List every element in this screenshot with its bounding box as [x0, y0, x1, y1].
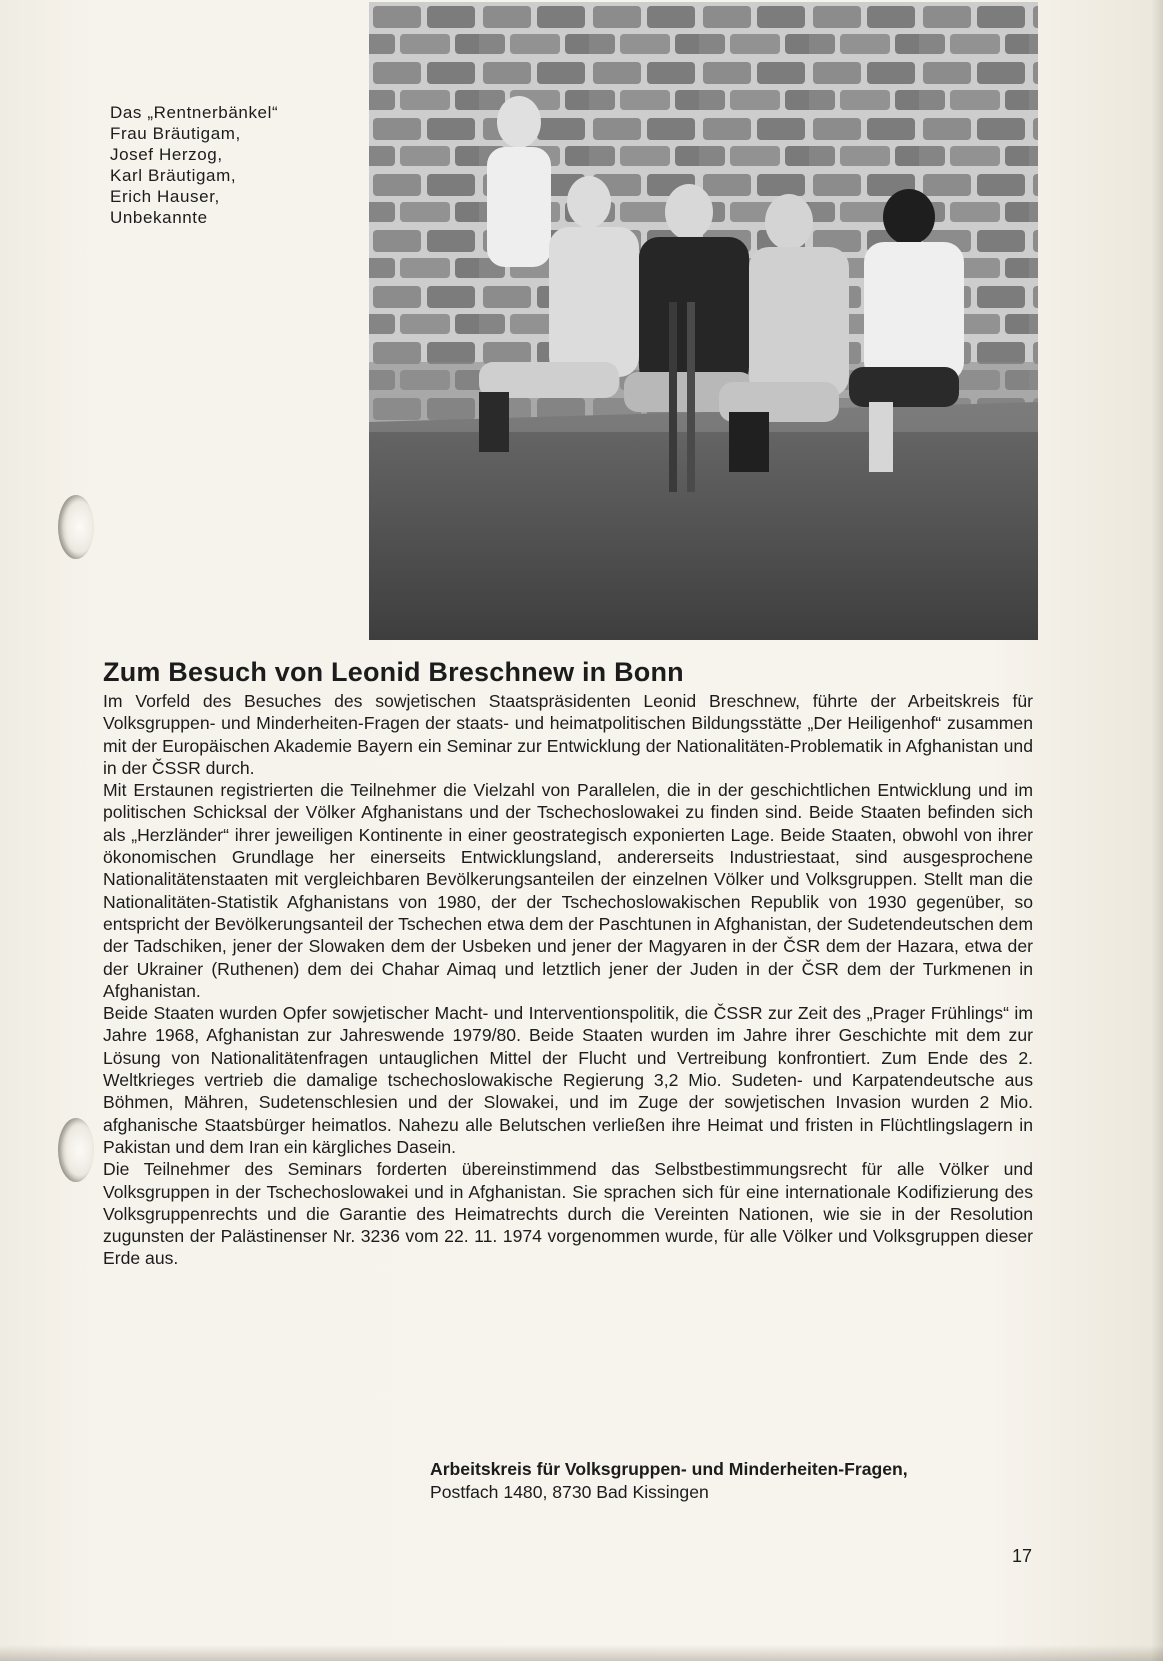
signature-organization: Arbeitskreis für Volksgruppen- und Minderheiten-Fragen,: [430, 1459, 908, 1479]
article-headline: Zum Besuch von Leonid Breschnew in Bonn: [103, 657, 684, 687]
page-edge-shadow: [1151, 0, 1163, 1661]
signature-address: Postfach 1480, 8730 Bad Kissingen: [430, 1482, 709, 1502]
photo-caption: [110, 102, 360, 228]
article-paragraph: Beide Staaten wurden Opfer sowjetischer Macht- und Interventionspolitik, die ČSSR zur Zeit des „Prager Frühlings“ im Jahre 1968, Afghanistan zur Jahreswende 1979/80. Beide Staaten wurden im Jahre ihrer Geschichte mit dem zur Lösung von Nationalitätenfragen untauglichen Mittel der Flucht und Vertreibung konfrontiert. Zum Ende des 2. Weltkrieges vertrieb die damalige tschechoslowakische Regierung 3,2 Mio. Sudeten- und Karpatendeutsche aus Böhmen, Mähren, Sudetenschlesien und der Slowakei, und im Zuge der sowjetischen Invasion wurden 2 Mio. afghanische Staatsbürger heimatlos. Nahezu alle Belutschen verließen ihre Heimat und fristen in Flüchtlingslagern in Pakistan und dem Iran ein kärgliches Dasein.: [103, 1003, 1033, 1157]
group-photo-stone-wall-icon: [369, 2, 1038, 640]
caption-line: Das „Rentnerbänkel“: [110, 103, 279, 122]
group-photo: [369, 2, 1038, 640]
article-paragraph: Im Vorfeld des Besuches des sowjetischen Staatspräsidenten Leonid Breschnew, führte der Arbeitskreis für Volksgruppen- und Minderheiten-Fragen der staats- und heimatpolitischen Bildungsstätte „Der Heiligenhof“ zusammen mit der Europäischen Akademie Bayern ein Seminar zur Entwicklung der Nationalitäten-Problematik in Afghanistan und in der ČSSR durch.: [103, 691, 1033, 778]
article-paragraph: Die Teilnehmer des Seminars forderten übereinstimmend das Selbstbestimmungsrecht für alle Völker und Volksgruppen in der Tschechoslowakei und in Afghanistan. Sie sprachen sich für eine internationale Kodifizierung des Volksgruppenrechts und die Garantie des Heimatrechts durch die Vereinten Nationen, wie sie in der Resolution zugunsten der Palästinenser Nr. 3236 vom 22. 11. 1974 vorgenommen wurde, für alle Völker und Volksgruppen dieser Erde aus.: [103, 1159, 1033, 1269]
article-signature: [430, 1458, 1050, 1504]
article-paragraph: Mit Erstaunen registrierten die Teilnehmer die Vielzahl von Parallelen, die in der geschichtlichen Entwicklung und im politischen Schicksal der Völker Afghanistans und der Tschechoslowakei zu finden sind. Beide Staaten befinden sich als „Herzländer“ ihrer jeweiligen Kontinente in einer geostrategisch exponierten Lage. Beide Staaten, obwohl von ihrer ökonomischen Grundlage her einerseits Entwicklungsland, andererseits Industriestaat, sind ausgesprochene Nationalitätenstaaten mit vergleichbaren Bevölkerungsanteilen der einzelnen Völker und Volksgruppen. Stellt man die Nationalitäten-Statistik Afghanistans von 1980, der der Tschechoslowakischen Republik von 1930 gegenüber, so entspricht der Bevölkerungsanteil der Tschechen etwa dem der Paschtunen in Afghanistan, der Sudetendeutschen dem der Tadschiken, jener der Slowaken dem der Usbeken und jener der Magyaren in der ČSR dem der Hazara, etwa der der Ukrainer (Ruthenen) dem dei Chahar Aimaq und letztlich jener der Juden in der ČSR dem der Turkmenen in Afghanistan.: [103, 780, 1033, 1001]
article-body: [103, 690, 1033, 1270]
caption-line: Unbekannte: [110, 208, 208, 227]
caption-line: Karl Bräutigam,: [110, 166, 237, 185]
caption-line: Josef Herzog,: [110, 145, 223, 164]
caption-line: Frau Bräutigam,: [110, 124, 241, 143]
page-bottom-shadow: [0, 1645, 1163, 1661]
page-number: 17: [1012, 1546, 1033, 1566]
punch-hole-icon: [58, 495, 94, 559]
punch-hole-icon: [58, 1118, 94, 1182]
caption-line: Erich Hauser,: [110, 187, 220, 206]
